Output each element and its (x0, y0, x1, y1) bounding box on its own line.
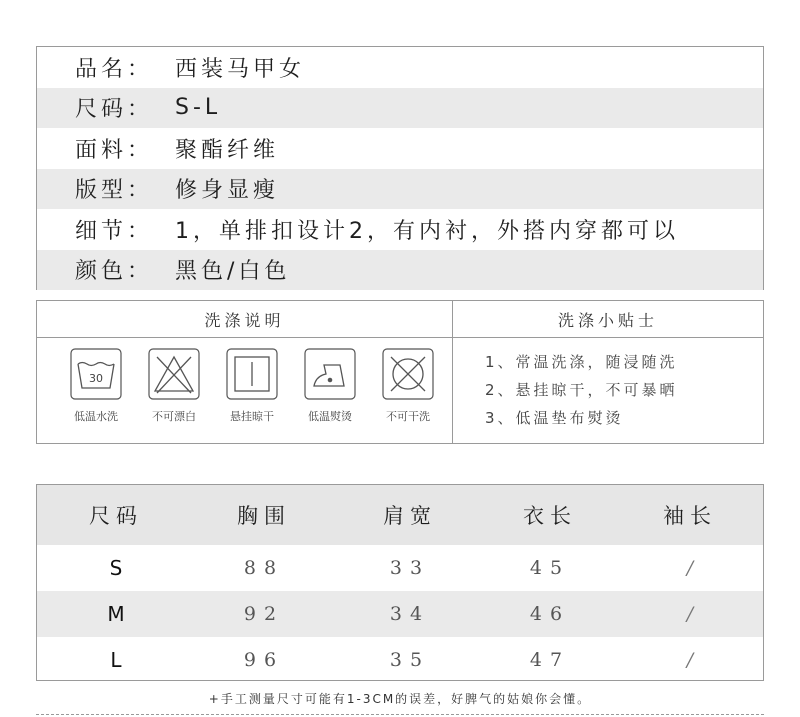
care-item (291, 348, 369, 424)
info-row-details (37, 209, 763, 250)
table-row (37, 591, 763, 637)
chest-cell: 88 (243, 557, 285, 579)
header-cell: 衣长 (523, 504, 577, 528)
info-row-name (37, 47, 763, 88)
header-cell: 尺码 (89, 504, 143, 528)
info-row-fabric (37, 128, 763, 169)
info-value: 黑色/白色 (175, 259, 291, 285)
info-row-size (37, 88, 763, 129)
size-cell: M (107, 602, 125, 626)
chest-cell: 96 (243, 649, 285, 671)
info-label: 尺码： (75, 97, 154, 123)
header-cell: 胸围 (237, 504, 291, 528)
shoulder-cell: 33 (389, 557, 431, 579)
low-iron-icon (304, 348, 356, 400)
info-value: S-L (175, 95, 222, 121)
info-label: 细节： (75, 218, 154, 244)
wash-30-icon (70, 348, 122, 400)
wash-tips (453, 301, 763, 443)
sleeve-cell: / (686, 603, 694, 625)
info-label: 颜色： (75, 259, 154, 285)
no-bleach-icon (148, 348, 200, 400)
info-label: 品名： (75, 56, 154, 82)
size-cell: L (110, 648, 122, 672)
care-item (369, 348, 447, 424)
length-cell: 46 (529, 603, 571, 625)
sleeve-cell: / (686, 649, 694, 671)
care-item (57, 348, 135, 424)
table-row (37, 545, 763, 591)
wash-instructions (37, 301, 453, 443)
svg-text:30: 30 (89, 372, 103, 385)
length-cell: 47 (529, 649, 571, 671)
no-dry-clean-icon (382, 348, 434, 400)
care-icon-row (37, 338, 452, 424)
shoulder-cell: 35 (389, 649, 431, 671)
info-label: 面料： (75, 137, 154, 163)
info-row-color (37, 250, 763, 291)
wash-tip: 1、常温洗涤，随浸随洗 (485, 353, 678, 371)
size-table (36, 484, 764, 681)
table-row (37, 637, 763, 683)
divider (36, 714, 764, 715)
info-value: 修身显瘦 (175, 178, 280, 204)
wash-tips-title: 洗涤小贴士 (453, 301, 763, 338)
wash-instructions-title: 洗涤说明 (37, 301, 452, 338)
product-info-table (36, 46, 764, 290)
care-item (213, 348, 291, 424)
size-table-header (37, 485, 763, 545)
info-value: 西装马甲女 (175, 56, 306, 82)
length-cell: 45 (529, 557, 571, 579)
info-value: 1，单排扣设计2，有内衬，外搭内穿都可以 (175, 218, 679, 244)
wash-tip: 2、悬挂晾干，不可暴晒 (485, 381, 678, 399)
header-cell: 袖长 (663, 504, 717, 528)
measurement-note: +手工测量尺寸可能有1-3CM的误差，好脾气的姑娘你会懂。 (208, 692, 592, 706)
care-section (36, 300, 764, 444)
sleeve-cell: / (686, 557, 694, 579)
chest-cell: 92 (243, 603, 285, 625)
hang-dry-icon (226, 348, 278, 400)
info-label: 版型： (75, 178, 154, 204)
info-row-fit (37, 169, 763, 210)
shoulder-cell: 34 (389, 603, 431, 625)
wash-tips-list (453, 338, 763, 432)
header-cell: 肩宽 (383, 504, 437, 528)
wash-tip: 3、低温垫布熨烫 (485, 409, 624, 427)
care-caption: 不可漂白 (152, 410, 196, 423)
care-caption: 悬挂晾干 (230, 410, 274, 423)
care-caption: 不可干洗 (386, 410, 430, 423)
info-value: 聚酯纤维 (175, 137, 280, 163)
size-cell: S (109, 556, 123, 580)
care-caption: 低温水洗 (74, 410, 118, 423)
care-caption: 低温熨烫 (308, 410, 352, 423)
care-item (135, 348, 213, 424)
